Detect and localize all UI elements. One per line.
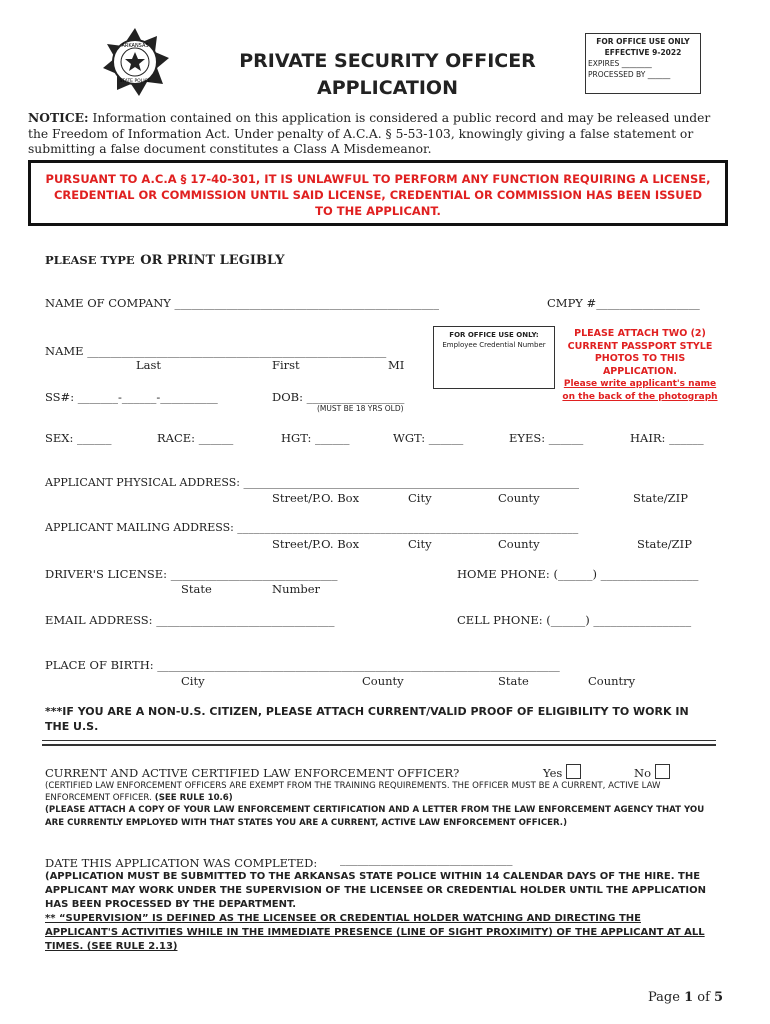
mailing-county-label: County xyxy=(498,537,540,551)
non-citizen-note: ***IF YOU ARE A NON-U.S. CITIZEN, PLEASE ATTACH CURRENT/VALID PROOF OF ELIGIBILITY TO WORK IN THE U.S. xyxy=(45,705,689,733)
photo-line-6: on the back of the photograph xyxy=(562,391,718,402)
law-enforcement-no[interactable] xyxy=(634,764,670,780)
photo-line-3: PHOTOS TO THIS xyxy=(594,353,686,364)
date-completed-label: DATE THIS APPLICATION WAS COMPLETED: xyxy=(45,856,318,870)
page-number xyxy=(648,990,723,1005)
office-use-effective: EFFECTIVE 9-2022 xyxy=(604,48,682,57)
office-use-processed: PROCESSED BY ______ xyxy=(588,70,671,79)
warning-box xyxy=(28,160,728,226)
sex-field[interactable]: SEX: ______ xyxy=(45,431,112,445)
supervision-note: ** “SUPERVISION” IS DEFINED AS THE LICENSEE OR CREDENTIAL HOLDER WATCHING AND DIRECTING THE APPLICANT'S ACTIVITIES WHILE IN THE IMMEDIATE PRESENCE (LINE OF SIGHT PROXIMITY) OF THE APPLICANT AT ALL TIMES. (SEE RULE 2.13) xyxy=(45,913,705,952)
dob-note: (MUST BE 18 YRS OLD) xyxy=(317,404,404,413)
pob-country-label: Country xyxy=(588,674,636,688)
cell-phone-field[interactable]: CELL PHONE: (______) _________________ xyxy=(457,613,692,627)
no-label: No xyxy=(634,766,651,780)
section-divider xyxy=(42,740,716,746)
state-police-seal xyxy=(99,26,171,98)
hgt-field[interactable]: HGT: ______ xyxy=(281,431,350,445)
notice-paragraph xyxy=(28,110,728,158)
home-phone-field[interactable]: HOME PHONE: (______) _________________ xyxy=(457,567,699,581)
physical-county-label: County xyxy=(498,491,540,505)
pob-county-label: County xyxy=(362,674,404,688)
warning-text: PURSUANT TO A.C.A § 17-40-301, IT IS UNLAWFUL TO PERFORM ANY FUNCTION REQUIRING A LICENSE, CREDENTIAL OR COMMISSION UNTIL SAID LICENSE, CREDENTIAL OR COMMISSION HAS BEEN ISSUED TO THE APPLICANT. xyxy=(45,172,711,218)
law-enforcement-attach-note: (PLEASE ATTACH A COPY OF YOUR LAW ENFORCEMENT CERTIFICATION AND A LETTER FROM THE LAW ENFORCEMENT AGENCY THAT YOU ARE CURRENTLY EMPLOYED WITH THAT STATES YOU ARE A CURRENT, ACTIVE LAW ENFORCEMENT OFFICER.) xyxy=(45,805,705,828)
mailing-address-field[interactable]: APPLICANT MAILING ADDRESS: ______________________________________________________________ xyxy=(45,521,579,534)
please-type-label: PLEASE TYPE xyxy=(45,253,135,267)
physical-address-field[interactable]: APPLICANT PHYSICAL ADDRESS: _____________________________________________________________ xyxy=(45,476,579,489)
race-field[interactable]: RACE: ______ xyxy=(157,431,234,445)
law-enforcement-yes[interactable] xyxy=(543,764,581,780)
place-of-birth-field[interactable]: PLACE OF BIRTH: ______________________________________________________________________ xyxy=(45,658,560,672)
credential-office-title: FOR OFFICE USE ONLY: xyxy=(449,331,539,339)
page-title xyxy=(215,48,560,102)
yes-label: Yes xyxy=(543,766,563,780)
mailing-street-label: Street/P.O. Box xyxy=(272,537,360,551)
pob-city-label: City xyxy=(181,674,205,688)
dl-state-label: State xyxy=(181,582,212,596)
wgt-field[interactable]: WGT: ______ xyxy=(393,431,464,445)
page-current: 1 xyxy=(684,990,694,1005)
photo-line-5: Please write applicant's name xyxy=(563,379,717,389)
credential-number-label: Employee Credential Number xyxy=(442,341,546,349)
title-line-1: PRIVATE SECURITY OFFICER xyxy=(239,50,536,72)
dl-number-label: Number xyxy=(272,582,321,596)
email-field[interactable]: EMAIL ADDRESS: _______________________________ xyxy=(45,613,335,627)
office-use-title: FOR OFFICE USE ONLY xyxy=(596,37,690,46)
office-use-box xyxy=(585,33,701,94)
yes-checkbox[interactable] xyxy=(566,764,581,779)
pob-state-label: State xyxy=(498,674,529,688)
physical-state-zip-label: State/ZIP xyxy=(633,491,688,505)
hair-field[interactable]: HAIR: ______ xyxy=(630,431,704,445)
no-checkbox[interactable] xyxy=(655,764,670,779)
page-total: 5 xyxy=(714,990,724,1005)
notice-label: NOTICE: xyxy=(28,110,89,125)
seal-text-top: ARKANSAS xyxy=(121,43,149,49)
of-word: of xyxy=(697,990,710,1005)
dob-field[interactable]: DOB: _________________ xyxy=(272,390,405,404)
physical-city-label: City xyxy=(408,491,432,505)
drivers-license-field[interactable]: DRIVER'S LICENSE: _____________________________ xyxy=(45,567,338,581)
seal-text-bottom: STATE POLICE xyxy=(119,79,151,84)
law-enforcement-note-rule: (SEE RULE 10.6) xyxy=(151,793,233,803)
photo-line-1: PLEASE ATTACH TWO (2) xyxy=(574,328,706,339)
page-word: Page xyxy=(648,990,680,1005)
name-first-label: First xyxy=(272,358,300,372)
eyes-field[interactable]: EYES: ______ xyxy=(509,431,584,445)
please-type xyxy=(45,249,284,268)
company-field[interactable]: NAME OF COMPANY ______________________________________________ xyxy=(45,296,440,310)
photo-instructions xyxy=(558,328,722,403)
title-line-2: APPLICATION xyxy=(317,77,458,99)
credential-office-box xyxy=(433,326,555,389)
date-completed-field[interactable]: ______________________________ xyxy=(340,852,513,866)
ss-field[interactable]: SS#: _______-______-__________ xyxy=(45,390,218,404)
submission-note: (APPLICATION MUST BE SUBMITTED TO THE ARKANSAS STATE POLICE WITHIN 14 CALENDAR DAYS OF THE HIRE. THE APPLICANT MAY WORK UNDER THE SUPERVISION OF THE LICENSEE OR CREDENTIAL HOLDER UNTIL THE APPLICATION HAS BEEN PROCESSED BY THE DEPARTMENT. xyxy=(45,871,707,910)
law-enforcement-question: CURRENT AND ACTIVE CERTIFIED LAW ENFORCEMENT OFFICER? xyxy=(45,766,460,780)
mailing-city-label: City xyxy=(408,537,432,551)
physical-street-label: Street/P.O. Box xyxy=(272,491,360,505)
office-use-expires: EXPIRES ________ xyxy=(588,59,652,68)
cmpy-field[interactable]: CMPY #__________________ xyxy=(547,296,700,310)
name-last-label: Last xyxy=(136,358,162,372)
law-enforcement-note xyxy=(45,780,715,804)
photo-line-2: CURRENT PASSPORT STYLE xyxy=(567,340,713,352)
notice-text: Information contained on this application is considered a public record and may be released under the Freedom of Information Act. Under penalty of A.C.A. § 5-53-103, knowingly giving a false statement or submitting a false document constitutes a Class A Misdemeanor. xyxy=(28,111,711,156)
photo-line-4: APPLICATION. xyxy=(602,365,678,377)
mailing-state-zip-label: State/ZIP xyxy=(637,537,692,551)
law-enforcement-note-text: (CERTIFIED LAW ENFORCEMENT OFFICERS ARE EXEMPT FROM THE TRAINING REQUIREMENTS. THE OFFICER MUST BE A CURRENT, ACTIVE LAW ENFORCEMENT OFFICER. xyxy=(45,781,661,803)
or-print-label: OR PRINT LEGIBLY xyxy=(140,253,285,268)
name-field[interactable]: NAME ____________________________________________________ xyxy=(45,344,387,358)
name-mi-label: MI xyxy=(388,358,405,372)
